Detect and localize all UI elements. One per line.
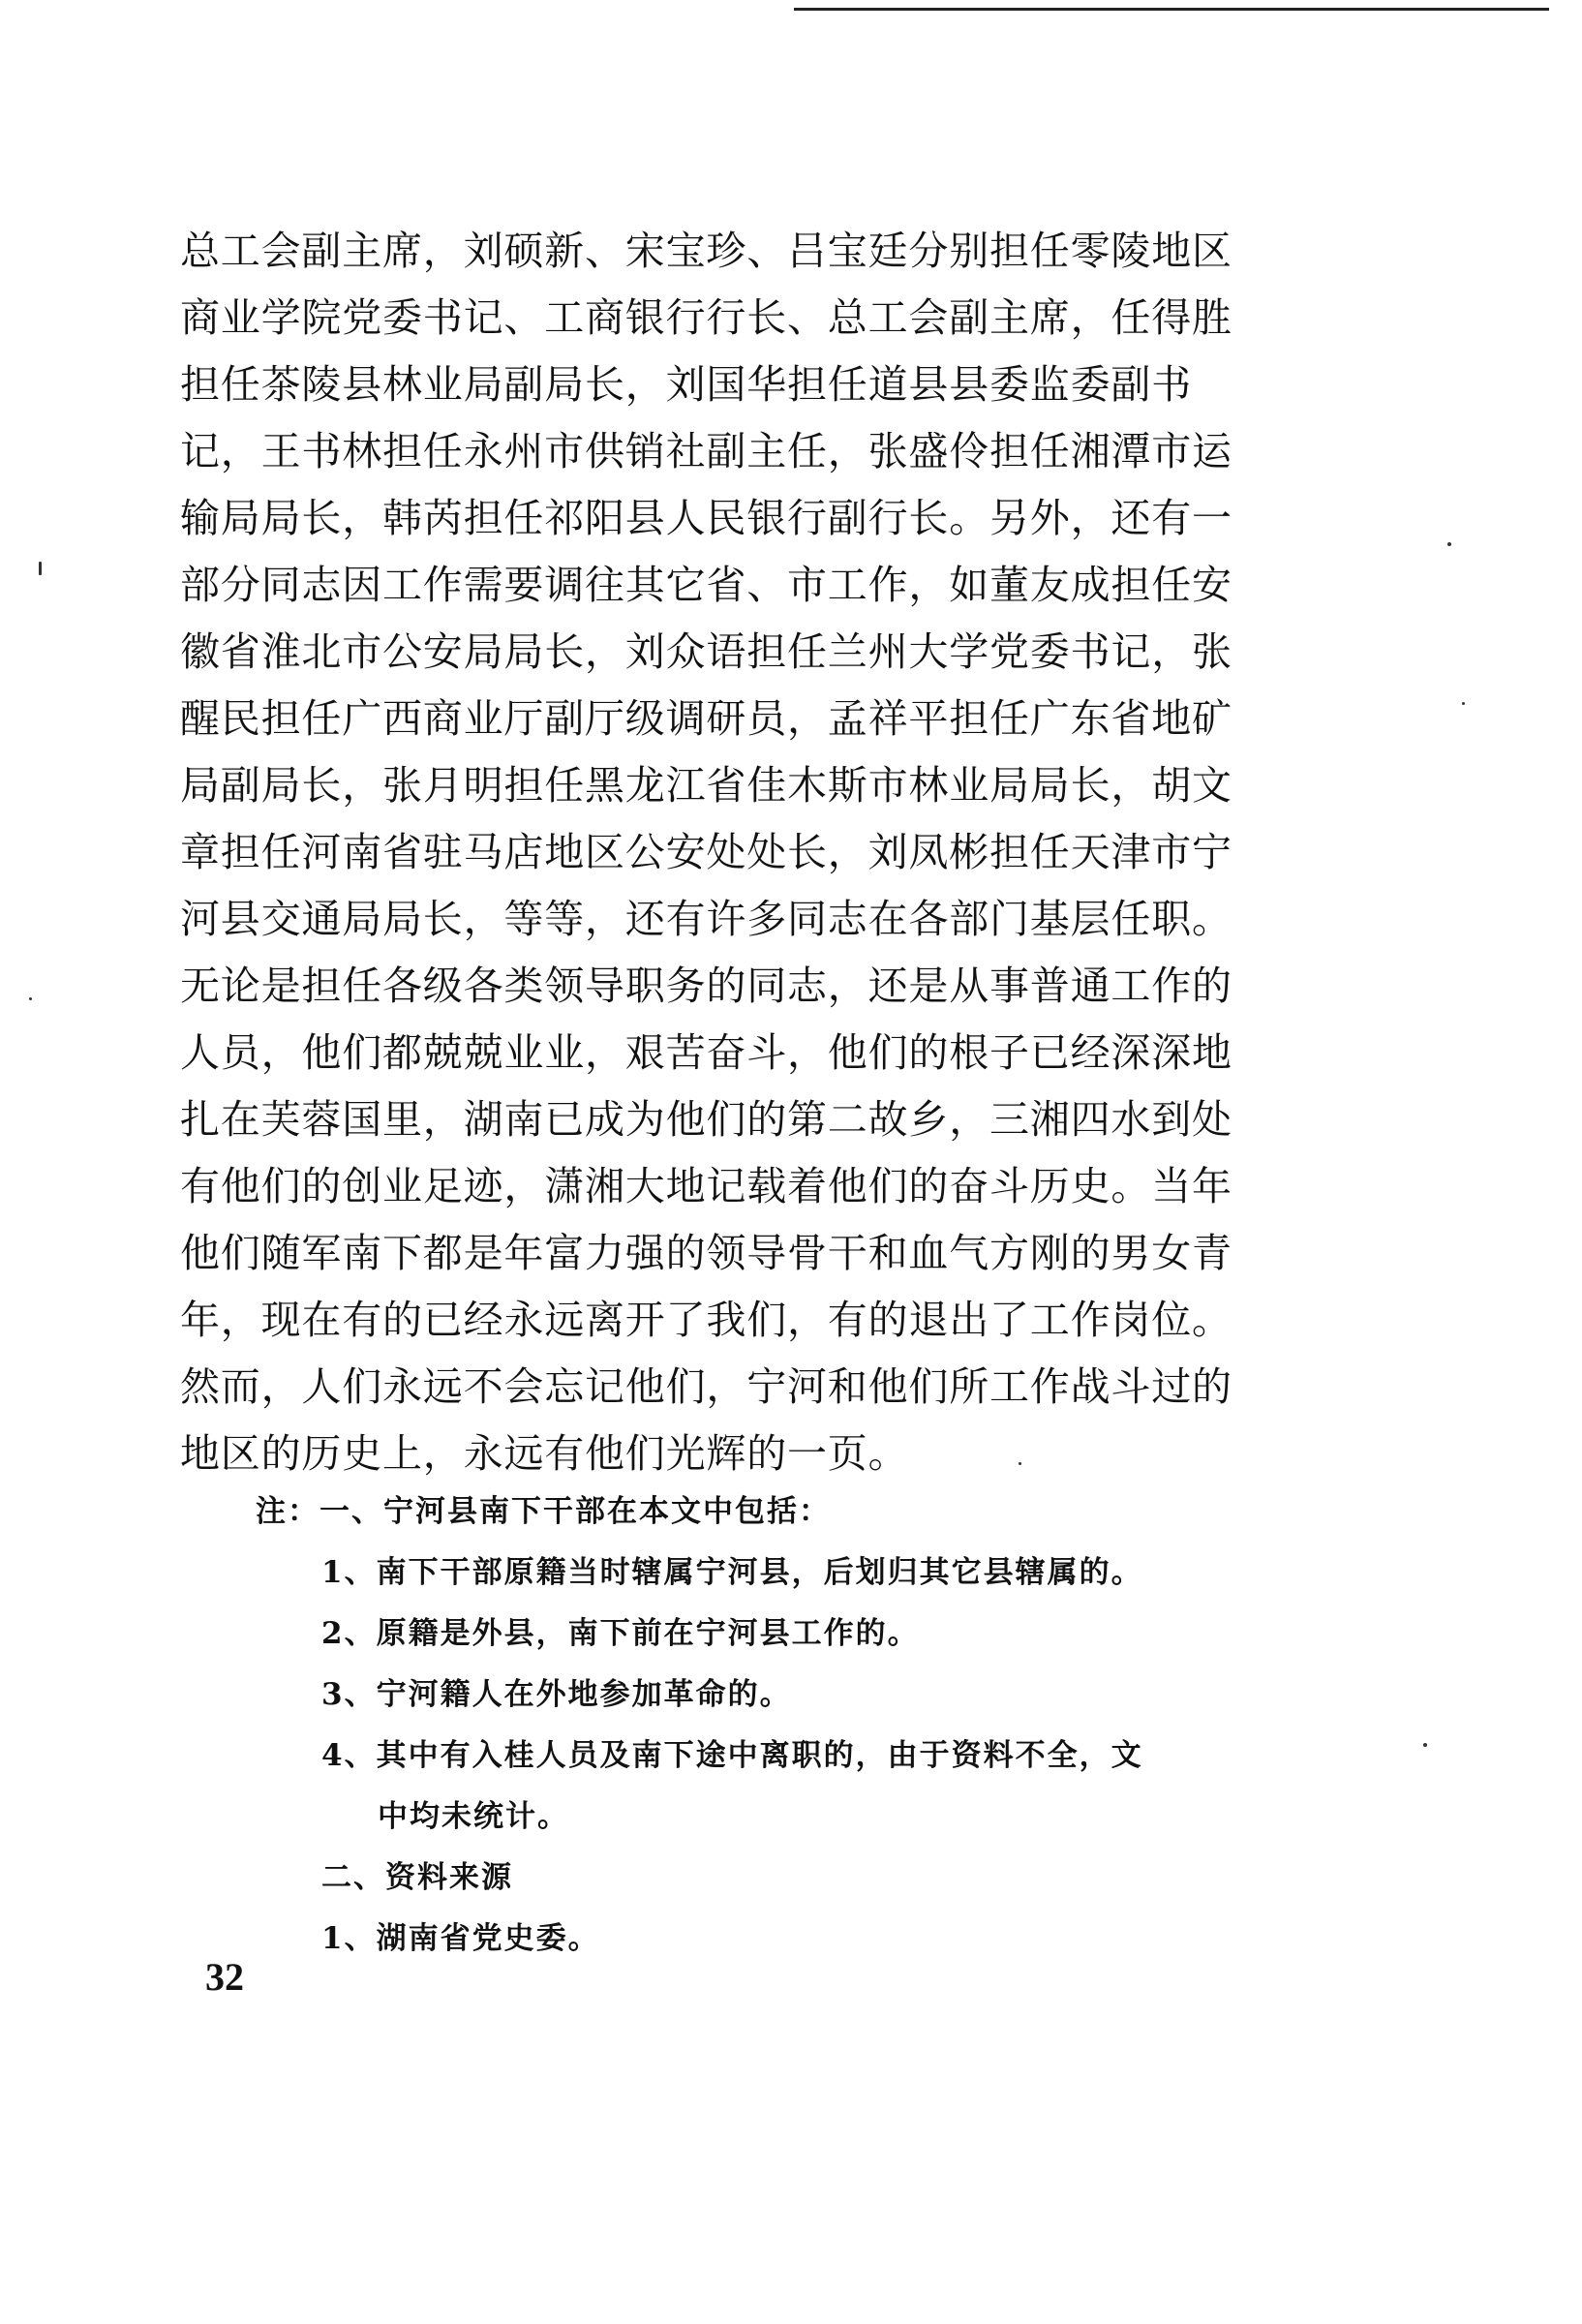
notes-title: 注：一、宁河县南下干部在本文中包括：	[256, 1494, 831, 1529]
scan-speck	[29, 997, 32, 1000]
top-border-rule	[794, 8, 1549, 11]
note-item-2: 2、原籍是外县，南下前在宁河县工作的。	[321, 1616, 920, 1651]
paragraph-line: 总工会副主席，刘硕新、宋宝珍、吕宝廷分别担任零陵地区	[180, 228, 1232, 274]
paragraph-line: 部分同志因工作需要调往其它省、市工作，如董友成担任安	[180, 562, 1232, 608]
note-item-1: 1、南下干部原籍当时辖属宁河县，后划归其它县辖属的。	[321, 1555, 1143, 1590]
paragraph-line: 年，现在有的已经永远离开了我们，有的退出了工作岗位。	[180, 1297, 1232, 1343]
paragraph-line: 输局局长，韩芮担任祁阳县人民银行副行长。另外，还有一	[180, 495, 1232, 541]
paragraph-line: 章担任河南省驻马店地区公安处处长，刘凤彬担任天津市宁	[180, 829, 1232, 875]
page-number: 32	[205, 1955, 244, 1999]
note-item-3: 3、宁河籍人在外地参加革命的。	[321, 1677, 792, 1712]
paragraph-line: 然而，人们永远不会忘记他们，宁河和他们所工作战斗过的	[180, 1363, 1232, 1410]
source-item-1: 1、湖南省党史委。	[321, 1921, 600, 1956]
note-item-4-continuation: 中均未统计。	[378, 1799, 569, 1834]
paragraph-line: 局副局长，张月明担任黑龙江省佳木斯市林业局局长，胡文	[180, 762, 1232, 809]
scan-speck	[1423, 1743, 1427, 1747]
scan-speck	[1019, 1462, 1021, 1465]
paragraph-line: 地区的历史上，永远有他们光辉的一页。	[180, 1430, 909, 1477]
paragraph-line: 扎在芙蓉国里，湖南已成为他们的第二故乡，三湘四水到处	[180, 1096, 1232, 1143]
sources-heading: 二、资料来源	[321, 1860, 513, 1895]
footnotes	[180, 1482, 1264, 1970]
paragraph-line: 徽省淮北市公安局局长，刘众语担任兰州大学党委书记，张	[180, 628, 1232, 675]
body-paragraph	[180, 218, 1264, 1487]
scan-speck	[1462, 702, 1465, 705]
paragraph-line: 有他们的创业足迹，潇湘大地记载着他们的奋斗历史。当年	[180, 1163, 1232, 1209]
scan-speck	[1447, 542, 1451, 546]
paragraph-line: 醒民担任广西商业厅副厅级调研员，孟祥平担任广东省地矿	[180, 695, 1232, 742]
note-item-4: 4、其中有入桂人员及南下途中离职的，由于资料不全，文	[321, 1738, 1143, 1773]
paragraph-line: 人员，他们都兢兢业业，艰苦奋斗，他们的根子已经深深地	[180, 1029, 1232, 1076]
scan-speck	[39, 562, 42, 575]
paragraph-line: 他们随军南下都是年富力强的领导骨干和血气方刚的男女青	[180, 1230, 1232, 1276]
paragraph-line: 担任茶陵县林业局副局长，刘国华担任道县县委监委副书	[180, 361, 1192, 408]
paragraph-line: 无论是担任各级各类领导职务的同志，还是从事普通工作的	[180, 963, 1232, 1009]
paragraph-line: 记，王书林担任永州市供销社副主任，张盛伶担任湘潭市运	[180, 428, 1232, 474]
paragraph-line: 商业学院党委书记、工商银行行长、总工会副主席，任得胜	[180, 294, 1232, 341]
paragraph-line: 河县交通局局长，等等，还有许多同志在各部门基层任职。	[180, 896, 1232, 942]
